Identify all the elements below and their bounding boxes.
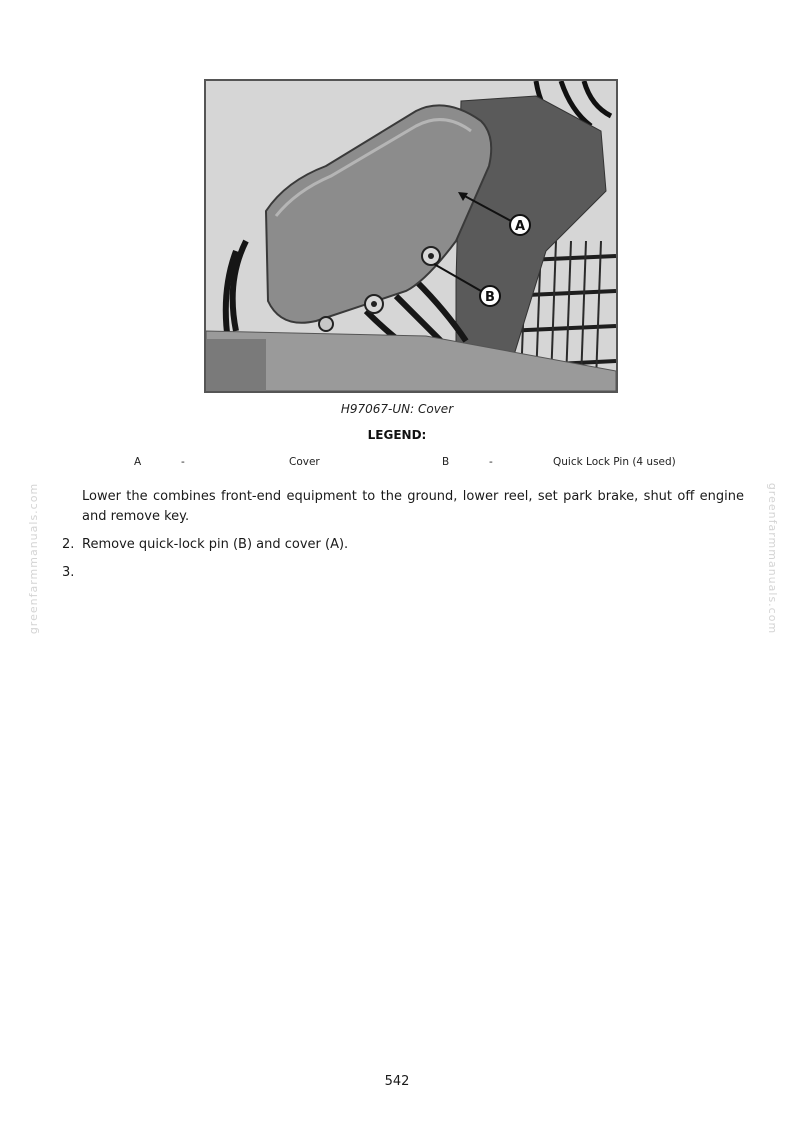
legend-label-a: Cover	[289, 456, 320, 468]
legend-key-a: A	[134, 456, 142, 468]
callout-b-label: B	[485, 290, 495, 305]
cover-illustration	[206, 81, 616, 391]
step-text-1: Lower the combines front-end equipment to the ground, lower reel, set park brake, shut off engine and remove key.	[82, 489, 744, 524]
legend-label-b: Quick Lock Pin (4 used)	[553, 456, 676, 468]
legend-key-b: B	[442, 456, 450, 468]
legend-title: LEGEND:	[367, 428, 427, 442]
step-number-2: 2.	[62, 537, 75, 552]
step-number-3: 3.	[62, 565, 75, 580]
legend-dash-a: -	[181, 456, 185, 468]
callout-a-label: A	[514, 219, 526, 234]
legend-dash-b: -	[489, 456, 493, 468]
cover-photo	[204, 79, 618, 393]
page-number: 542	[384, 1074, 410, 1089]
figure-caption: H97067-UN: Cover	[340, 402, 454, 416]
watermark-left: greenfarmmanuals.com	[27, 482, 41, 635]
side-plate	[206, 339, 266, 391]
watermark-right: greenfarmmanuals.com	[766, 482, 780, 635]
step-text-2: Remove quick-lock pin (B) and cover (A).	[82, 537, 349, 552]
